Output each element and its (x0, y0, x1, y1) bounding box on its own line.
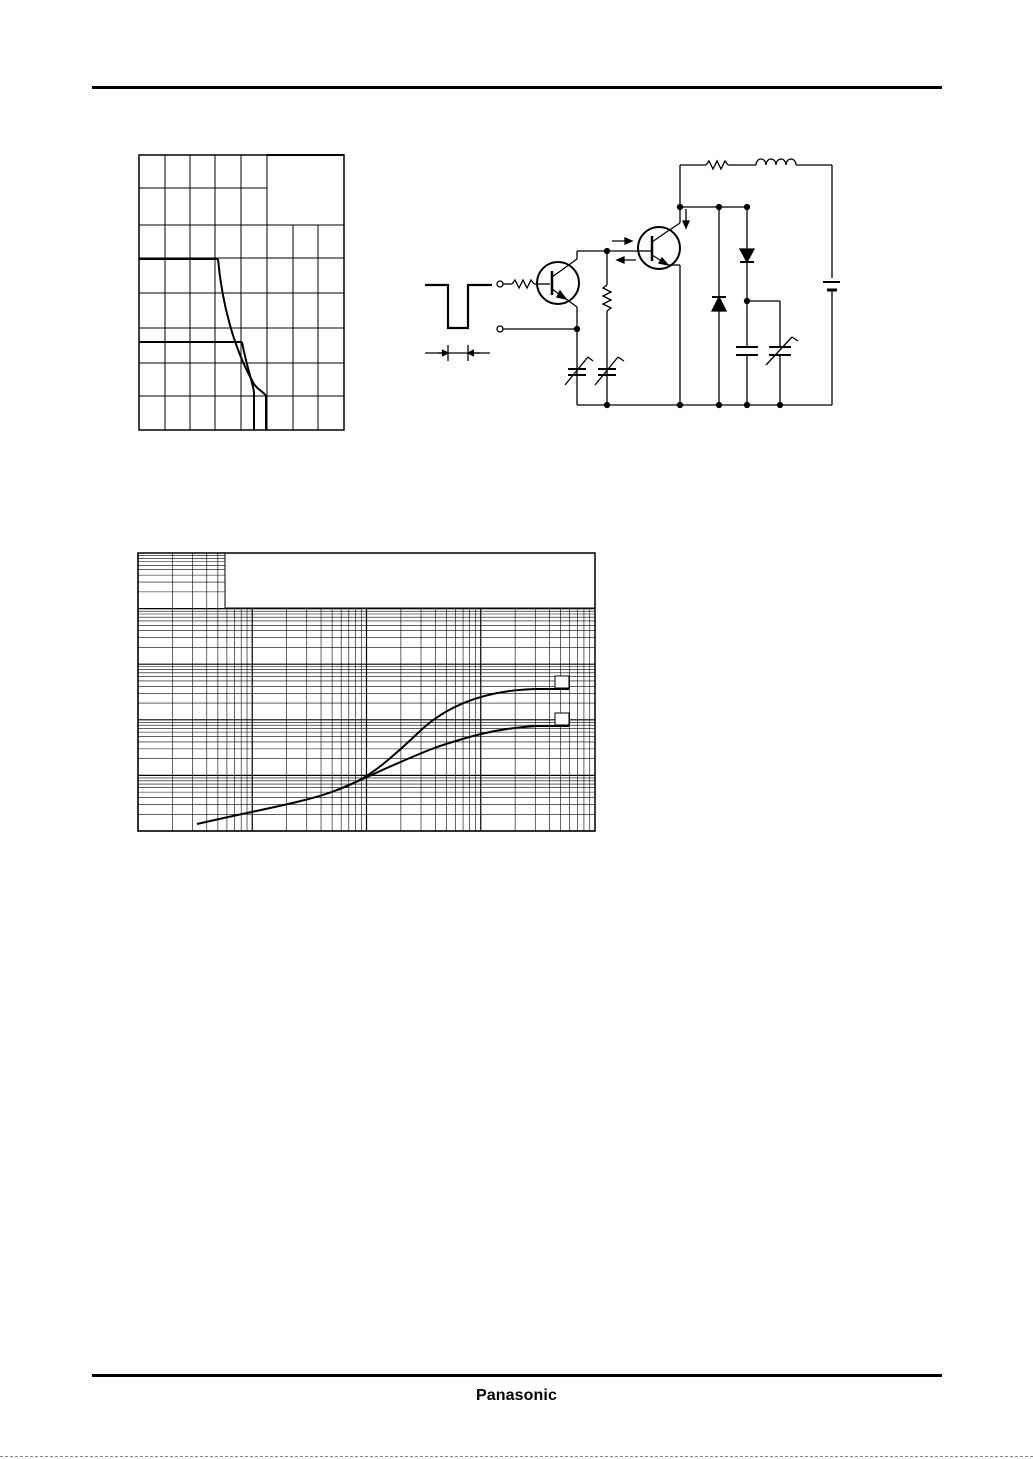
header-rule (92, 86, 942, 89)
soa-chart-grid (139, 155, 344, 430)
soa-chart-curves (139, 259, 266, 430)
page-edge (0, 1456, 1033, 1457)
brand-logo: Panasonic (476, 1387, 557, 1404)
frequency-chart (137, 552, 597, 834)
footer-rule (92, 1374, 942, 1377)
switching-circuit (420, 145, 840, 420)
soa-chart (138, 154, 346, 434)
input-pulse (425, 285, 492, 328)
